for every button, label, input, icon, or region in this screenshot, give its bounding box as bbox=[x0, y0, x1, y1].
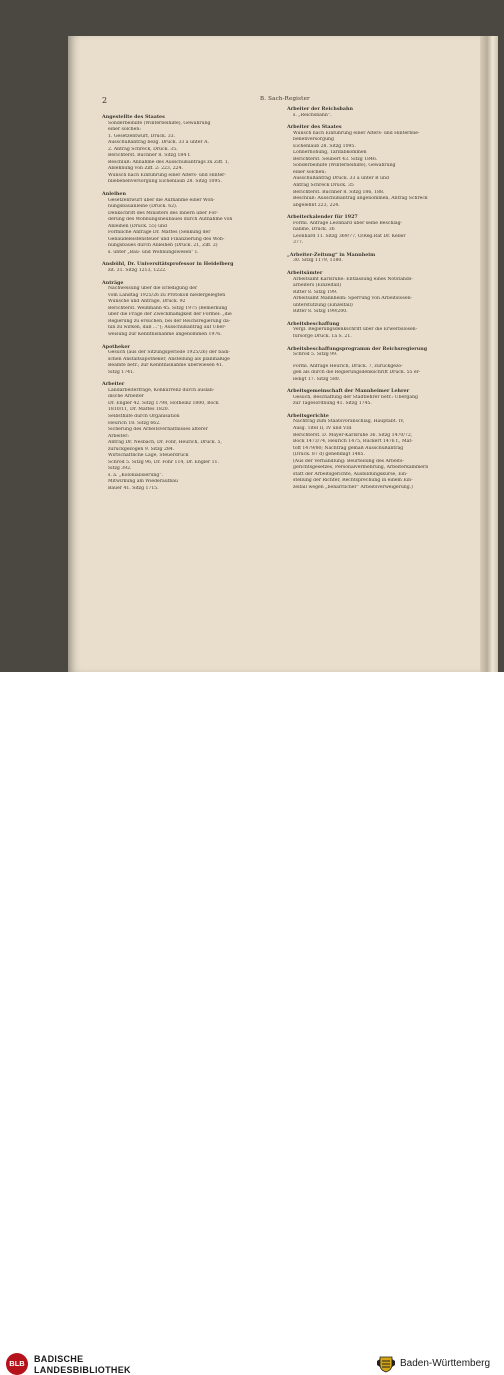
index-entry-line: s. a. „Kolonialisierung“. bbox=[108, 472, 164, 478]
library-name-line2: LANDESBIBLIOTHEK bbox=[34, 1365, 131, 1375]
index-entry-line: Sonderbeihilfe (Winterbeihilfe), Gewährung bbox=[108, 120, 211, 126]
index-entry-line: 30. Sitzg 1179, 1180. bbox=[293, 258, 343, 264]
index-entry-line: s. unter „Bau- und Wohnungswesen“ I. bbox=[108, 249, 199, 255]
index-entry-line: Dr. Engler 42. Sitzg 1798, Hofheinz 1800, Bock bbox=[108, 400, 219, 406]
index-entry-line: Beschluß: Annahme des Ausschußantrags zu Ziff. 1, bbox=[108, 159, 230, 165]
index-entry-line: ledigt 17. Sitzg 580. bbox=[293, 376, 341, 382]
index-entry bbox=[287, 270, 475, 316]
index-entry-line: Beamte betr.; zur Kenntnisnahme überwiesen 41. bbox=[108, 363, 224, 369]
index-entry-line: Förml. Anfrage Leonhard über seine Beschlag- bbox=[293, 220, 403, 226]
index-entry-heading: Arbeitsbeschaffung bbox=[287, 320, 340, 327]
index-entry-line: Ausschußantrag Druck. 33 a unter B und bbox=[293, 176, 389, 182]
index-entry-line: Selbsthilfe durch Organisation bbox=[108, 413, 180, 419]
index-entry bbox=[102, 191, 290, 256]
digitization-footer bbox=[0, 672, 504, 1375]
index-entry-line: bliebenenversorgung Eichenlaub 28. Sitzg 1095. bbox=[108, 179, 222, 185]
index-entry-line: Landarbeiterfrage, Konkurrenz durch auslän- bbox=[108, 387, 215, 393]
index-entry-line: Wirtschaftliche Lage, Steuerdruck bbox=[108, 453, 189, 459]
index-entry-line: Schrod 5. Sitzg 99. bbox=[293, 352, 338, 358]
index-entry-heading: Arbeiterkalender für 1927 bbox=[287, 214, 358, 221]
blb-logo: BLB bbox=[6, 1353, 28, 1375]
index-entry-line: Sitzg 1741. bbox=[108, 369, 135, 375]
index-entry-line: Ablehnung von Ziff. 2: 223, 224. bbox=[108, 166, 183, 172]
index-entry-line: 377. bbox=[293, 240, 304, 246]
index-entry-line: nungsbauanleihe (Druck. 62). bbox=[108, 204, 178, 210]
index-entry-line: fürsorge Druck. 1a S. 21. bbox=[293, 333, 352, 339]
index-entry-line: Regierung zu ersuchen, bei der Reichsregierung da- bbox=[108, 318, 231, 324]
index-entry bbox=[287, 124, 475, 209]
state-coat-of-arms-icon bbox=[376, 1355, 396, 1373]
index-entry-line: zurückgezogen 9. Sitzg 284. bbox=[108, 446, 175, 452]
index-entry-line: derung des Wohnungsneubaues durch Aufnahme von bbox=[108, 217, 233, 223]
index-entry-line: Antrag Dr. Nesbach, Dr. Föhr, Heurich, Druck. 5, bbox=[108, 440, 222, 446]
index-entry bbox=[102, 381, 290, 492]
index-entry-line: schen Anstaltsapotheker, Anstellung als planmäßige bbox=[108, 356, 230, 362]
index-entry-line: Nachtrag zum Staatsvoranschlag, Hauptabt. IV, bbox=[293, 419, 405, 425]
index-entry-line: Gebäudeleistensteuer und Finanzierung des Woh- bbox=[108, 236, 225, 242]
state-name: Baden-Württemberg bbox=[400, 1358, 491, 1369]
index-column-right bbox=[287, 106, 475, 496]
index-entry-heading: „Arbeiter-Zeitung“ in Mannheim bbox=[287, 251, 376, 258]
index-entry-line: Berichterst. Seubert 43. Sitzg 1846. bbox=[293, 156, 378, 162]
index-entry-line: vom Landtag 1925/26 zu Protokoll niedergelegten bbox=[108, 292, 226, 298]
index-entry-line: Ritter 8. Sitzg 199/200. bbox=[293, 309, 348, 315]
index-entry-line: Nachweisung über die Erledigung der bbox=[108, 286, 198, 292]
index-entry-line: Sitzg 392. bbox=[108, 466, 132, 472]
index-entry-line: Wunsch nach Einführung einer Alters- und Hinterblie- bbox=[293, 130, 420, 136]
index-entry bbox=[287, 364, 475, 384]
index-entry-heading: Ansbühl, Dr. Universitätsprofessor in Heidelberg bbox=[102, 261, 234, 268]
index-entry-line: Förml. Anfrage Heurich, Druck. 7, zurückgezo- bbox=[293, 363, 403, 369]
index-entry-line: Wünsche und Anträge, Druck. 92 bbox=[108, 299, 186, 305]
index-entry-line: unterstützung (Einzelfall) bbox=[293, 302, 353, 308]
index-entry-line: toff 1479/80; Nachtrag gemäß Ausschußantrag bbox=[293, 445, 404, 451]
index-entry-line: arbeiters (Einzelfall) bbox=[293, 283, 341, 289]
index-entry-line: über die Frage der Zweckmäßigkeit der Formel: „die bbox=[108, 312, 232, 318]
index-entry-line: Anleihen (Druck. 55) und bbox=[108, 223, 167, 229]
index-entry-heading: Arbeiter der Reichsbahn bbox=[287, 106, 353, 112]
index-entry-line: Gesuch, Beschaffung der Stadtlehrer betr.: Übergang bbox=[293, 394, 418, 400]
index-entry-line: Gesetzentwurf über die Aufnahme einer Woh- bbox=[108, 197, 215, 203]
library-name-line1: BADISCHE bbox=[34, 1354, 84, 1364]
index-entry-line: gerichtsgesetzes, Personalvermehrung, Arbeiterkammern bbox=[293, 465, 429, 471]
index-entry bbox=[102, 261, 290, 274]
index-entry-heading: Arbeiter bbox=[102, 381, 125, 388]
running-head: B. Sach-Register bbox=[260, 96, 310, 102]
index-entry-line: Antrag Schreck Druck. 35 bbox=[293, 183, 354, 189]
index-entry-line: Förmliche Anfrage Dr. Mattes (Senkung der bbox=[108, 230, 211, 236]
index-entry-line: zelfall wegen „beharrlicher“ Arbeitsverweigerung.) bbox=[293, 484, 413, 490]
index-entry-line: Schrod 5. Sitzg 96, Dr. Föhr 114, Dr. Engler 11. bbox=[108, 459, 219, 465]
index-entry-line: gen als durch die Regierungsdenkschrift Druck. 55 er- bbox=[293, 370, 421, 376]
index-entry-heading: Arbeitsbeschaffungsprogramm der Reichsregierung bbox=[287, 345, 428, 352]
index-entry-line: Ausschußantrag bezg. Druck. 33 a unter A. bbox=[108, 140, 209, 146]
scanned-book-spread bbox=[0, 0, 504, 672]
index-entry bbox=[287, 214, 475, 247]
index-entry-heading: Arbeitsämter bbox=[287, 270, 323, 277]
index-entry-line: (Druck. 87 d) genehmigt 1485. bbox=[293, 452, 365, 458]
index-entry bbox=[287, 413, 475, 492]
index-entry bbox=[287, 252, 475, 265]
index-entry-line: Heurich 18. Sitzg 662. bbox=[108, 420, 161, 426]
index-entry bbox=[287, 321, 475, 341]
index-entry-line: Lohnerhöhung, Tarifabkommen bbox=[293, 150, 367, 156]
index-entry-line: Ritter 8. Sitzg 199. bbox=[293, 289, 338, 295]
index-entry-line: s. „Reichsbahn“. bbox=[293, 112, 332, 118]
index-entry-line: Denkschrift des Ministers des Innern über För- bbox=[108, 210, 218, 216]
index-entry-line: Ausg. Titel II, IV und VIII bbox=[293, 425, 352, 431]
index-entry-line: Sonderbeihilfe (Winterbeihilfe), Gewährung bbox=[293, 163, 396, 169]
index-entry-line: nahme, Druck. 36 bbox=[293, 227, 335, 233]
index-entry-line: Leonhard 11. Sitzg 369/77, O/Reg.Rat Dr. Keller bbox=[293, 233, 406, 239]
index-entry-line: benenversorgung bbox=[293, 137, 334, 143]
index-entry-line: hin zu wirken, daß ...“); Ausschußantrag auf Über- bbox=[108, 325, 226, 331]
index-entry-line: Wunsch nach Einführung einer Alters- und Hinter- bbox=[108, 172, 226, 178]
index-entry-line: weisung zur Kenntnisnahme angenommen 1976. bbox=[108, 331, 222, 337]
index-entry-heading: Arbeiter des Staates bbox=[287, 124, 342, 131]
index-entry-line: Eichenlaub 28. Sitzg 1095. bbox=[293, 143, 356, 149]
index-entry-line: stellung der Richter, Rechtsprechung in einem Ein- bbox=[293, 478, 413, 484]
index-entry-heading: Anträge bbox=[102, 279, 124, 286]
index-entry-line: abgelehnt 223, 224. bbox=[293, 202, 340, 208]
index-entry-line: zur Tagesordnung 41. Sitzg 1745. bbox=[293, 401, 372, 407]
page-edge bbox=[480, 36, 498, 672]
index-entry-line: (Aus der Verhandlung: Beurteilung des Arbeits- bbox=[293, 458, 404, 464]
index-entry-line: Berichterst. Büchner 8. Sitzg 186, 188. bbox=[293, 189, 385, 195]
index-entry bbox=[102, 344, 290, 377]
index-entry bbox=[287, 346, 475, 359]
index-entry-line: 1810/11, Dr. Mattes 1820. bbox=[108, 407, 170, 413]
index-entry-line: 2. Antrag Schreck, Druck. 35. bbox=[108, 146, 178, 152]
index-entry-heading: Arbeitsgemeinschaft der Mannheimer Lehrer bbox=[287, 388, 410, 395]
index-entry-line: Gesuch (aus der Sitzungsperiode 1925/26) der badi- bbox=[108, 350, 230, 356]
index-entry-line: einer solchen: bbox=[293, 169, 326, 175]
index-entry-line: Bauer 41. Sitzg 1715. bbox=[108, 485, 159, 491]
index-entry-line: Arbeitsamt Karlsruhe: Entlassung eines Notstands- bbox=[293, 276, 413, 282]
index-entry-line: statt der Arbeitsgerichte, Ausbildungskurse, Ein- bbox=[293, 471, 408, 477]
index-entry-line: einer solchen: bbox=[108, 127, 141, 133]
index-entry bbox=[287, 106, 475, 119]
index-entry bbox=[287, 388, 475, 408]
index-entry-heading: Anleihen bbox=[102, 191, 126, 198]
index-entry-line: Berichterst. Weißmann 45. Sitzg 1975 (Bemerkung bbox=[108, 305, 228, 311]
index-entry-line: Berichterst. Büchner 8. Sitzg 184 f. bbox=[108, 153, 191, 159]
index-entry-line: Sicherung des Arbeitsverhältnisses älterer bbox=[108, 427, 208, 433]
index-entry-line: zit. 31. Sitzg 1213, 1222. bbox=[108, 268, 167, 274]
index-entry-line: Mitwirkung am Wiederaufbau bbox=[108, 479, 178, 485]
index-entry-line: Beschluß: Ausschußantrag angenommen, Antrag Schreck bbox=[293, 196, 428, 202]
index-entry-line: Arbeiter: bbox=[108, 433, 129, 439]
index-entry-line: Arbeitsamt Mannheim: Sperrung von Arbeitslosen- bbox=[293, 296, 413, 302]
index-entry bbox=[102, 114, 290, 186]
page-number: 2 bbox=[102, 96, 108, 105]
index-entry-line: nungsbaues durch Anleihen (Druck. 21, Ziff. 2) bbox=[108, 243, 218, 249]
index-entry-heading: Arbeitsgerichte bbox=[287, 412, 329, 419]
book-page bbox=[68, 36, 498, 672]
index-entry-line: Bock 1473/74, Heurich 1475, Rückert 1476 f., Mat- bbox=[293, 439, 413, 445]
index-entry-heading: Apotheker bbox=[102, 343, 130, 350]
index-entry-line: Vergl. Regierungsdenkschrift über die Erwerbslosen- bbox=[293, 327, 418, 333]
index-entry-line: 1. Gesetzentwurf, Druck. 33. bbox=[108, 133, 176, 139]
index-entry-heading: Angestellte des Staates bbox=[102, 114, 165, 120]
index-entry bbox=[102, 280, 290, 339]
index-entry-line: dische Arbeiter bbox=[108, 394, 144, 400]
index-entry-line: Berichterst. D. Mayer-Karlsruhe 36. Sitzg 1470/72, bbox=[293, 432, 413, 438]
index-column-left bbox=[102, 114, 290, 498]
